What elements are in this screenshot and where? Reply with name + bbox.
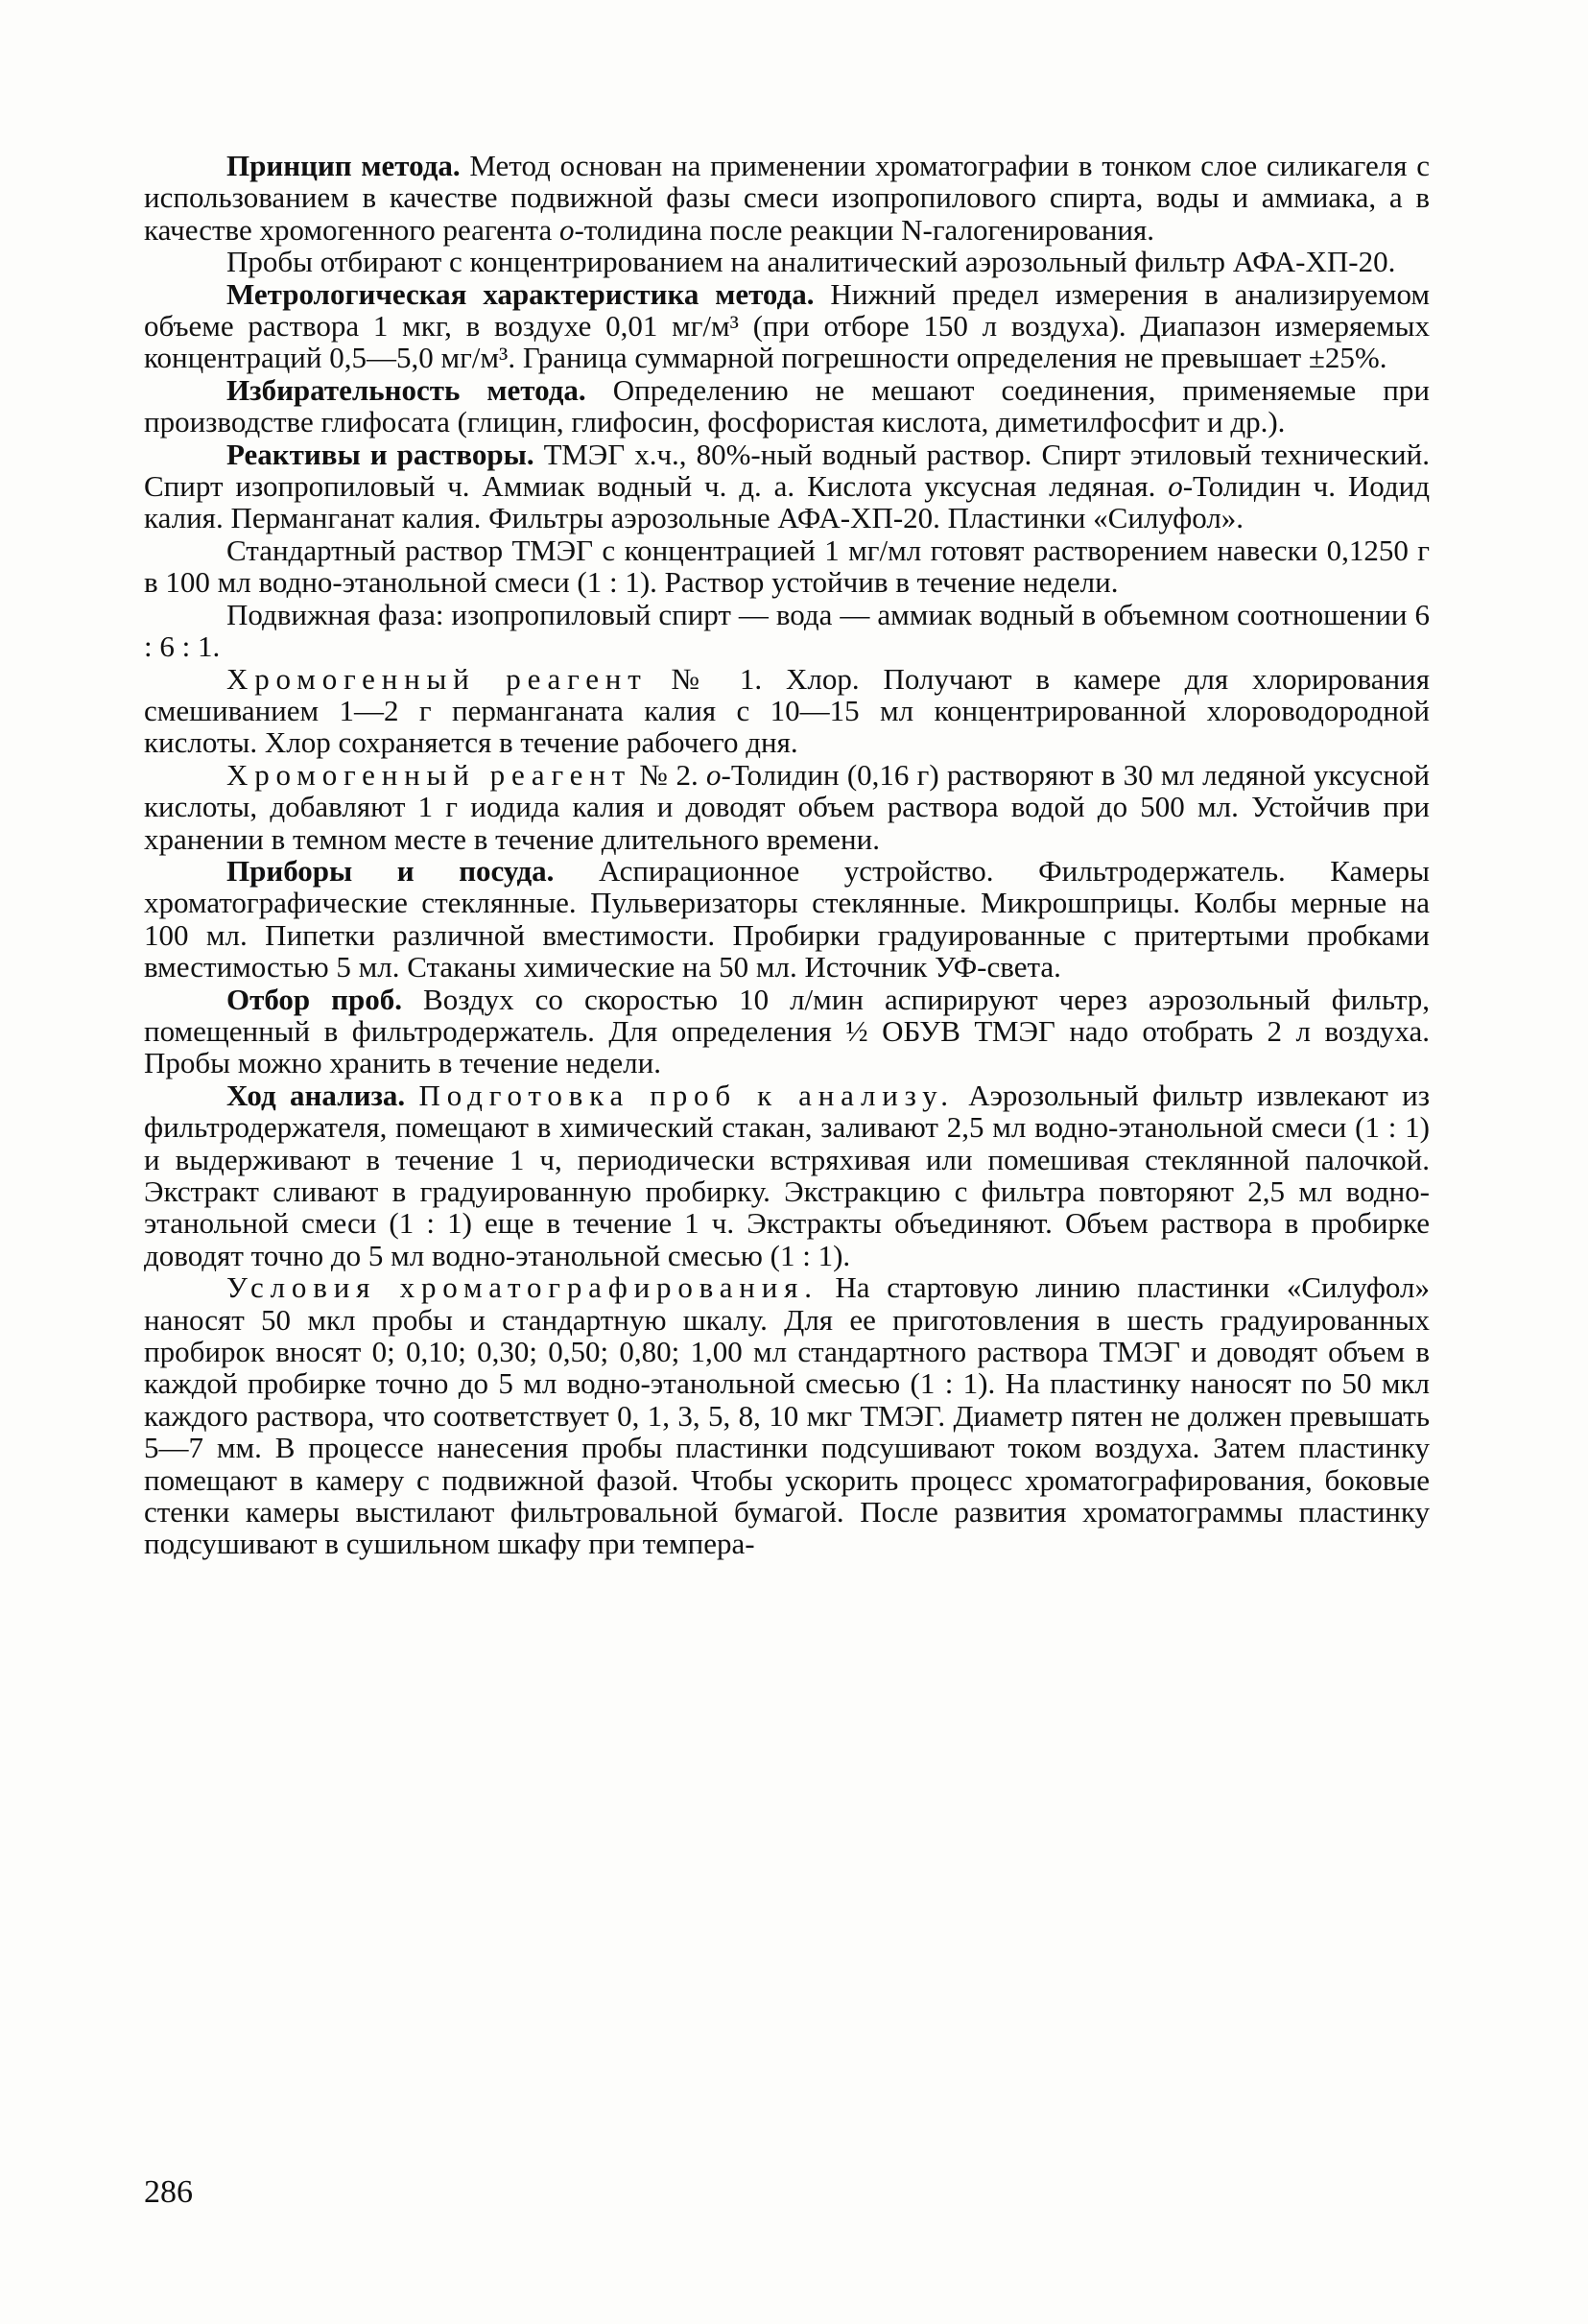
page-number: 286	[144, 2174, 193, 2210]
paragraph	[144, 663, 1430, 759]
paragraph	[144, 150, 1430, 246]
text-run: № 2.	[631, 757, 707, 792]
spaced-heading: Подготовка проб к анализу.	[418, 1078, 955, 1112]
text-run	[405, 1079, 418, 1112]
paragraph	[144, 439, 1430, 534]
section-heading: Реактивы и растворы.	[226, 437, 534, 471]
text-run: Стандартный раствор ТМЭГ с концентрацией 1 мг/мл готовят растворением навески 0,1250 г в 100 мл водно-этанольной смеси (1 : 1). Раствор устойчив в течение недели.	[144, 533, 1430, 600]
text-run: Метод основан на применении хроматографии в тонком слое силикагеля с использованием в качестве подвижной фазы смеси изопропилового спирта, воды и аммиака, а в качестве хромогенного реагента	[144, 149, 1430, 247]
paragraph	[144, 278, 1430, 374]
text-run: Аэрозольный фильтр извлекают из фильтродержателя, помещают в химический стакан, заливают 2,5 мл водно-этанольной смеси (1 : 1) и выдерживают в течение 1 ч, периодически встряхивая или помешивая стеклянной палочкой. Экстракт сливают в градуированную пробирку. Экстракцию с фильтра повторяют 2,5 мл водно-этанольной смеси (1 : 1) еще в течение 1 ч. Экстракты объединяют. Объем раствора в пробирке доводят точно до 5 мл водно-этанольной смесью (1 : 1).	[144, 1078, 1430, 1272]
paragraph	[144, 1271, 1430, 1560]
paragraph	[144, 855, 1430, 984]
text-run: Нижний предел измерения в анализируемом объеме раствора 1 мкг, в воздухе 0,01 мг/м³ (при отборе 150 л воздуха). Диапазон измеряемых концентраций 0,5—5,0 мг/м³. Граница суммарной погрешности определения не превышает ±25%.	[144, 276, 1430, 375]
text-run: о	[1168, 469, 1183, 504]
text-run: -Толидин (0,16 г) растворяют в 30 мл ледяной уксусной кислоты, добавляют 1 г иодида калия и доводят объем раствора водой до 500 мл. Устойчив при хранении в темном месте в течение длительного времени.	[144, 757, 1430, 856]
paragraph	[144, 984, 1430, 1079]
text-run: -Толидин ч. Иодид калия. Перманганат калия. Фильтры аэрозольные АФА-ХП-20. Пластинки «Силуфол».	[144, 469, 1430, 535]
text-run: -толидина после реакции N-галогенирования.	[574, 212, 1154, 247]
paragraph	[144, 374, 1430, 439]
paragraph	[144, 1079, 1430, 1271]
text-run: о	[558, 212, 575, 247]
section-heading: Приборы и посуда.	[226, 853, 555, 888]
text-run: Воздух со скоростью 10 л/мин аспирируют через аэрозольный фильтр, помещенный в фильтродержатель. Для определения ½ ОБУВ ТМЭГ надо отобрать 2 л воздуха. Пробы можно хранить в течение недели.	[144, 982, 1430, 1080]
paragraph	[144, 599, 1430, 663]
text-run: о	[706, 757, 722, 792]
section-heading: Отбор проб.	[226, 982, 403, 1016]
spaced-heading: Хромогенный реагент	[226, 661, 648, 696]
text-run: ТМЭГ х.ч., 80%-ный водный раствор. Спирт этиловый технический. Спирт изопропиловый ч. Аммиак водный ч. д. а. Кислота уксусная ледяная.	[144, 437, 1430, 504]
section-heading: Метрологическая характеристика метода.	[226, 276, 815, 311]
section-heading: Ход анализа.	[226, 1078, 406, 1112]
spaced-heading: Хромогенный реагент	[226, 757, 631, 792]
body-text	[144, 150, 1430, 1560]
text-run: Пробы отбирают с концентрированием на аналитический аэрозольный фильтр АФА-ХП-20.	[226, 245, 1396, 279]
spaced-heading: Условия хроматографирования.	[226, 1270, 818, 1305]
text-run: Аспирационное устройство. Фильтродержатель. Камеры хроматографические стеклянные. Пульверизаторы стеклянные. Микрошприцы. Колбы мерные на 100 мл. Пипетки различной вместимости. Пробирки градуированные с притертыми пробками вместимостью 5 мл. Стаканы химические на 50 мл. Источник УФ-света.	[144, 853, 1430, 984]
section-heading: Избирательность метода.	[226, 372, 586, 407]
text-run: № 1. Хлор. Получают в камере для хлорирования смешиванием 1—2 г перманганата калия с 10—15 мл концентрированной хлороводородной кислоты. Хлор сохраняется в течение рабочего дня.	[144, 661, 1430, 760]
text-run: Подвижная фаза: изопропиловый спирт — вода — аммиак водный в объемном соотношении 6 : 6 : 1.	[144, 597, 1430, 664]
paragraph	[144, 759, 1430, 855]
text-run: На стартовую линию пластинки «Силуфол» наносят 50 мкл пробы и стандартную шкалу. Для ее приготовления в шесть градуированных пробирок вносят 0; 0,10; 0,30; 0,50; 0,80; 1,00 мл стандартного раствора ТМЭГ и доводят объем в каждой пробирке точно до 5 мл водно-этанольной смесью (1 : 1). На пластинку наносят по 50 мкл каждого раствора, что соответствует 0, 1, 3, 5, 8, 10 мкг ТМЭГ. Диаметр пятен не должен превышать 5—7 мм. В процессе нанесения пробы пластинки подсушивают током воздуха. Затем пластинку помещают в камеру с подвижной фазой. Чтобы ускорить процесс хроматографирования, боковые стенки камеры выстилают фильтровальной бумагой. После развития хроматограммы пластинку подсушивают в сушильном шкафу при темпера-	[144, 1270, 1430, 1561]
paragraph	[144, 246, 1430, 277]
section-heading: Принцип метода.	[226, 149, 461, 182]
paragraph	[144, 534, 1430, 599]
text-run: Определению не мешают соединения, применяемые при производстве глифосата (глицин, глифосин, фосфористая кислота, диметилфосфит и др.).	[144, 372, 1430, 439]
